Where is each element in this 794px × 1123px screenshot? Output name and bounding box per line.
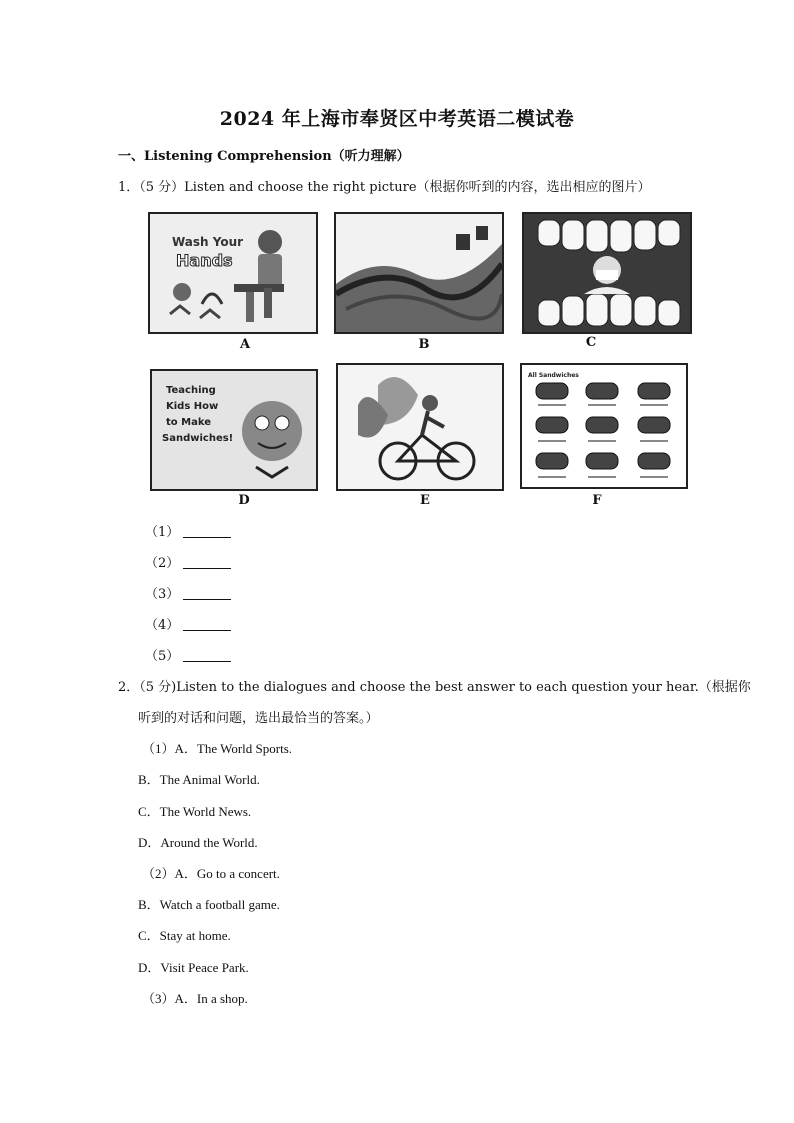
q2-2-option-a[interactable]: （2）A．Go to a concert.: [142, 866, 280, 881]
blank-line[interactable]: [183, 618, 231, 631]
q2-3-option-a[interactable]: （3）A．In a shop.: [142, 991, 248, 1006]
blank-label: （1）: [145, 525, 180, 540]
poster-text-4: Sandwiches!: [162, 433, 234, 444]
section-heading: 一、Listening Comprehension（听力理解）: [118, 149, 410, 164]
q2-2-option-d[interactable]: D．Visit Peace Park.: [138, 960, 249, 975]
answer-blank-3[interactable]: [145, 583, 231, 602]
q2-1-option-d[interactable]: D．Around the World.: [138, 835, 258, 850]
blank-line[interactable]: [183, 556, 231, 569]
wash-hands-icon: [150, 214, 316, 332]
picture-b-label: B: [418, 337, 430, 352]
sandwich-poster-icon: [152, 371, 316, 489]
poster-text-1: Teaching: [166, 385, 216, 396]
wash-hands-text-2: Hands: [176, 251, 233, 270]
answer-blank-4[interactable]: [145, 614, 231, 633]
q2-1-option-a[interactable]: （1）A．The World Sports.: [142, 741, 293, 756]
blank-label: （4）: [145, 618, 180, 633]
picture-c-label: C: [585, 335, 597, 350]
poster-text-2: Kids How: [166, 401, 219, 412]
q2-2-option-c[interactable]: C．Stay at home.: [138, 928, 231, 943]
blank-line[interactable]: [183, 587, 231, 600]
sandwich-menu-icon: [522, 365, 686, 487]
great-wall-icon: [336, 214, 502, 332]
picture-b: [334, 212, 504, 334]
picture-d: [150, 369, 318, 491]
poster-text-3: to Make: [166, 417, 211, 428]
q2-2-option-b[interactable]: B．Watch a football game.: [138, 897, 280, 912]
wash-hands-text-1: Wash Your: [172, 235, 244, 249]
q2-1-option-c[interactable]: C．The World News.: [138, 804, 252, 819]
page-title: 2024 年上海市奉贤区中考英语二模试卷: [219, 108, 575, 130]
picture-a: [148, 212, 318, 334]
picture-c: [522, 212, 692, 334]
question-1-stem: 1．（5 分）Listen and choose the right picture（根据你听到的内容，选出相应的图片）: [118, 180, 651, 195]
blank-line[interactable]: [183, 649, 231, 662]
question-2-stem: 2．（5 分)Listen to the dialogues and choose the best answer to each question your hear.（根据你: [118, 680, 751, 695]
answer-blank-2[interactable]: [145, 552, 231, 571]
picture-e: [336, 363, 504, 491]
answer-blank-5[interactable]: [145, 645, 231, 664]
picture-d-label: D: [238, 493, 250, 508]
blank-label: （3）: [145, 587, 180, 602]
cyclist-icon: [338, 365, 502, 489]
blank-line[interactable]: [183, 525, 231, 538]
q2-1-option-b[interactable]: B．The Animal World.: [138, 772, 260, 787]
picture-e-label: E: [420, 493, 430, 508]
blank-label: （5）: [145, 649, 180, 664]
answer-blank-1[interactable]: [145, 521, 231, 540]
dentist-icon: [524, 214, 690, 332]
menu-title: All Sandwiches: [528, 372, 579, 379]
picture-a-label: A: [239, 337, 251, 352]
picture-f-label: F: [592, 493, 602, 508]
blank-label: （2）: [145, 556, 180, 571]
picture-f: [520, 363, 688, 489]
question-2-stem-cont: 听到的对话和问题，选出最恰当的答案。）: [138, 711, 379, 726]
